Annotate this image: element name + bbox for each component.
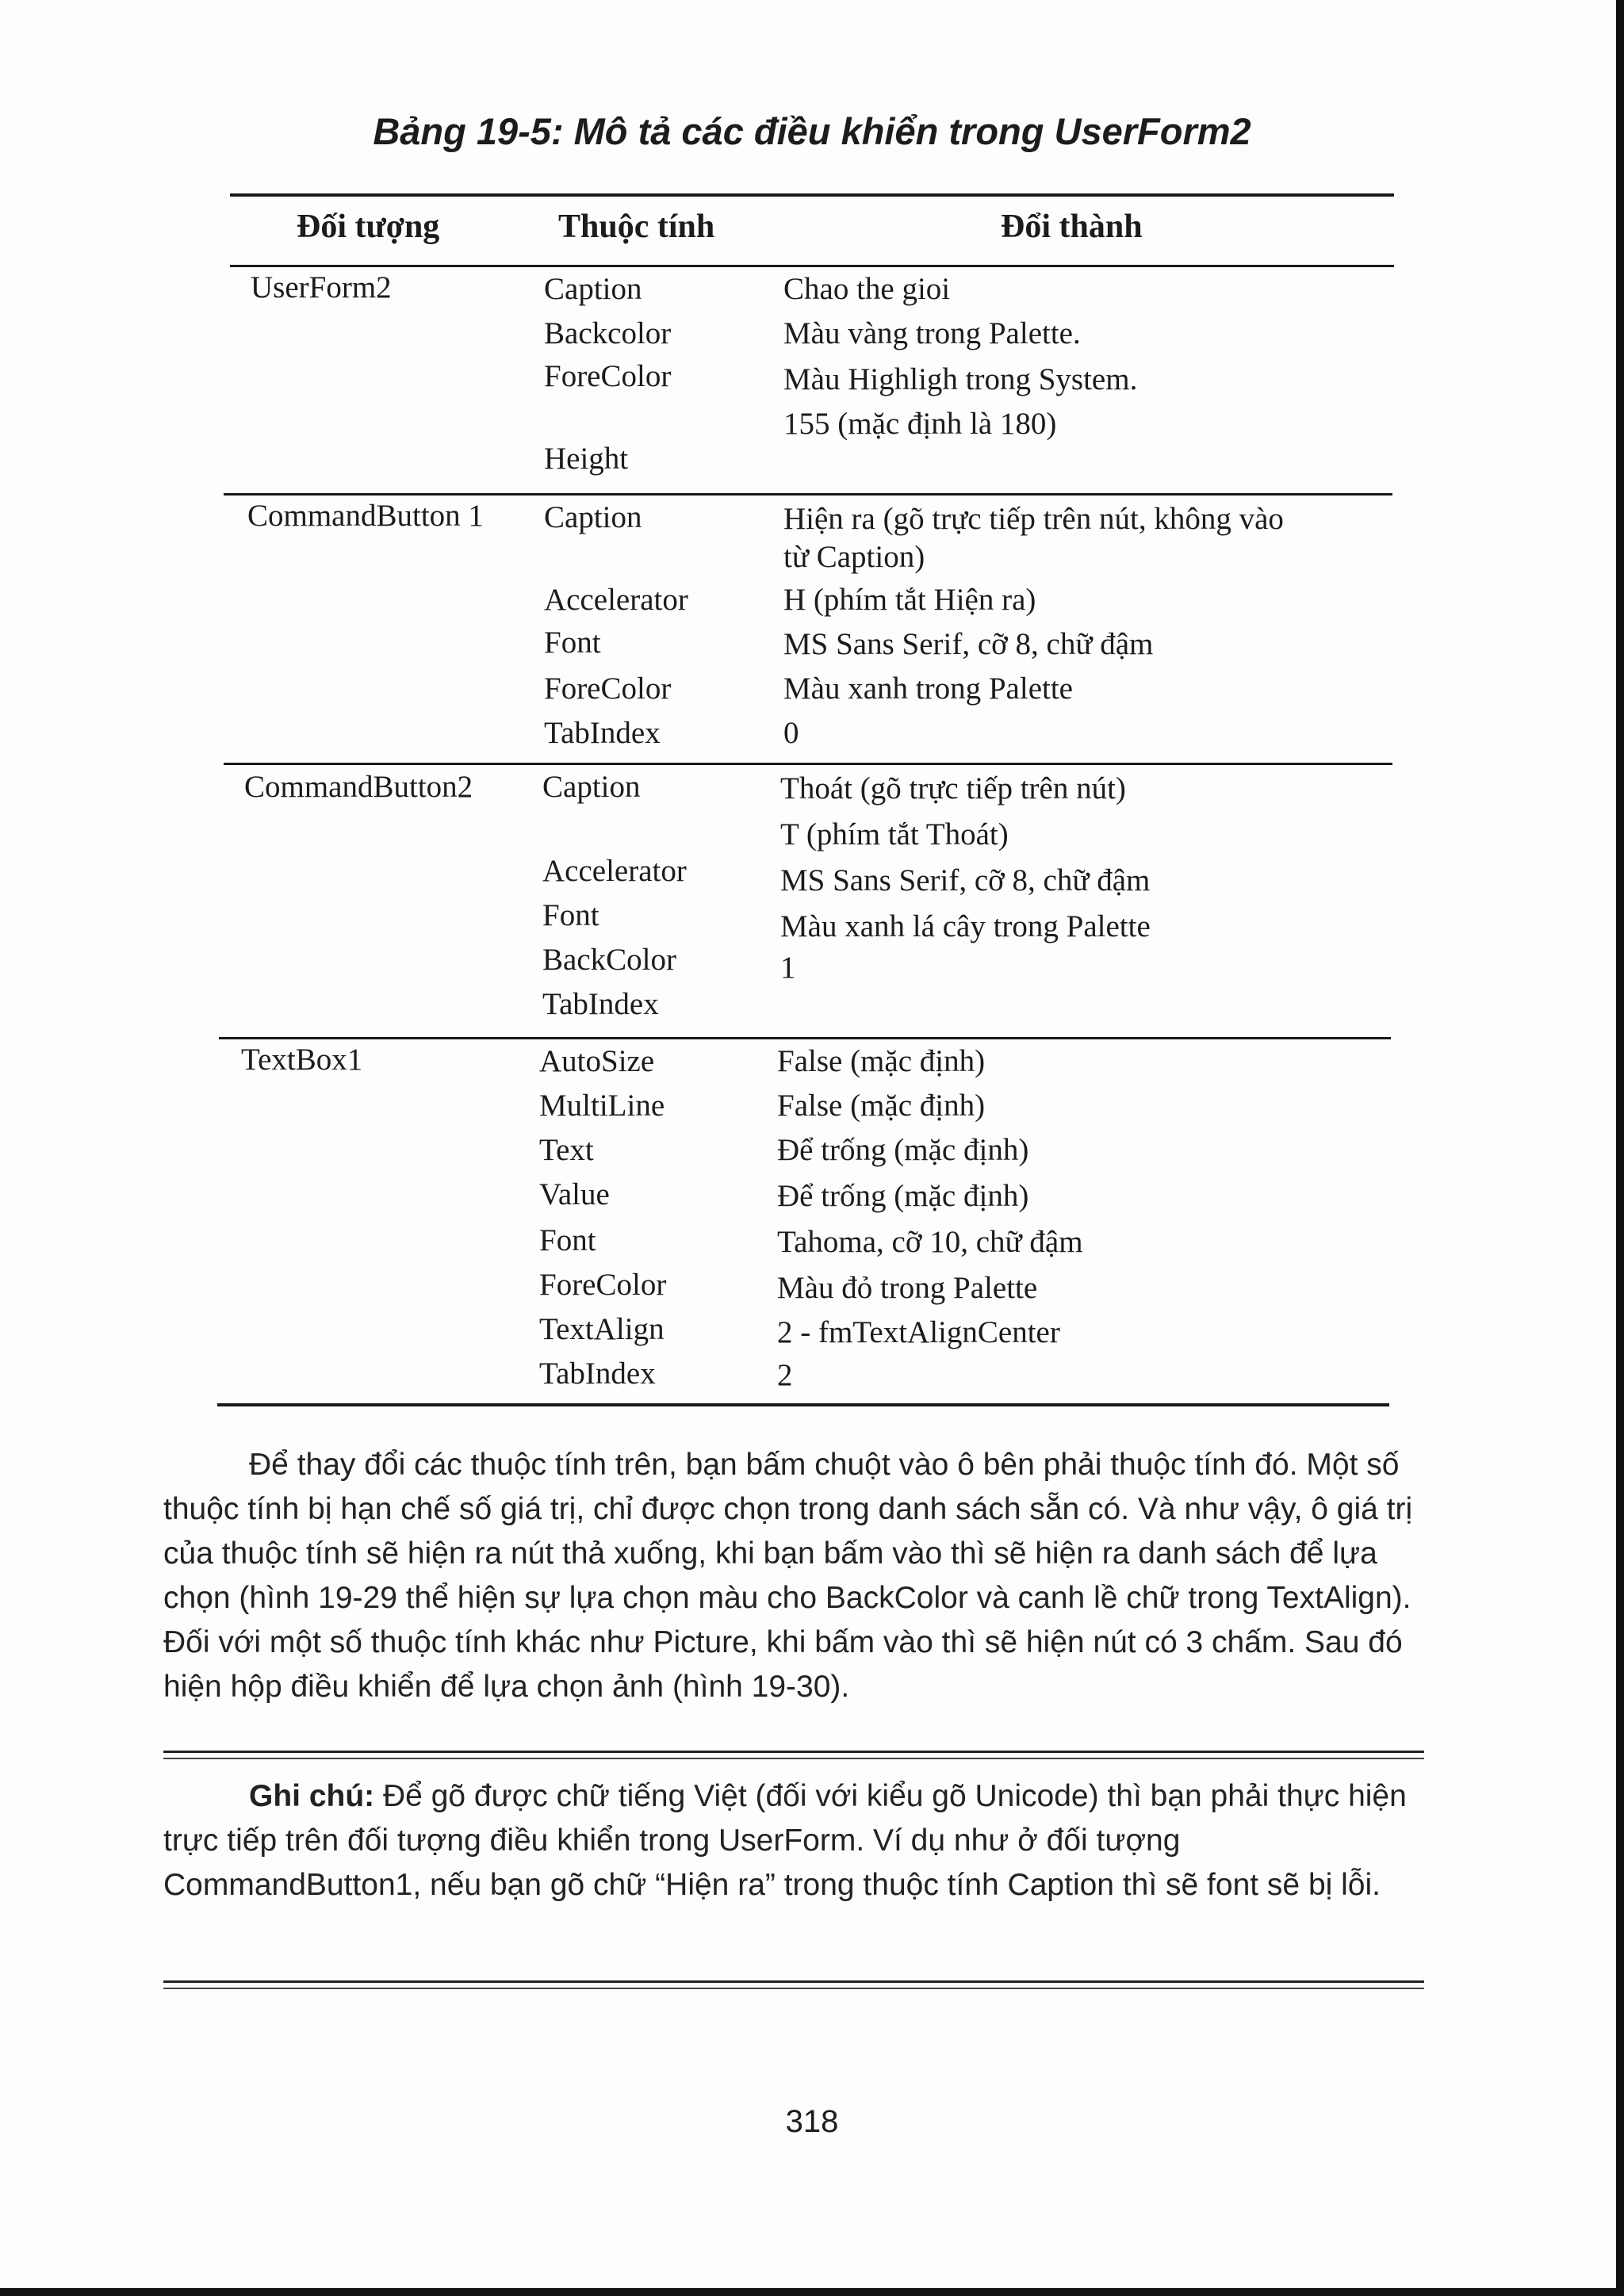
property-cell: Accelerator	[544, 583, 688, 617]
value-cell: Để trống (mặc định)	[777, 1179, 1029, 1213]
value-cell: 2 - fmTextAlignCenter	[777, 1315, 1060, 1349]
group-rule-2	[224, 763, 1392, 765]
value-cell: Để trống (mặc định)	[777, 1133, 1029, 1167]
value-cell: MS Sans Serif, cỡ 8, chữ đậm	[783, 627, 1154, 661]
value-cell: từ Caption)	[783, 540, 925, 574]
note-text: Để gõ được chữ tiếng Việt (đối với kiểu gõ Unicode) thì bạn phải thực hiện trực tiếp trên đối tượng điều khiển trong UserForm. Ví dụ như ở đối tượng CommandButton1, nếu bạn gõ chữ “Hiện ra” trong thuộc tính Caption thì sẽ font sẽ bị lỗi.	[163, 1779, 1407, 1902]
value-cell: H (phím tắt Hiện ra)	[783, 583, 1036, 617]
value-cell: Màu Highligh trong System.	[783, 362, 1138, 396]
table-caption: Bảng 19-5: Mô tả các điều khiển trong UserForm2	[373, 110, 1251, 152]
note-label: Ghi chú:	[249, 1779, 375, 1813]
value-cell: Chao the gioi	[783, 272, 951, 306]
value-cell: False (mặc định)	[777, 1089, 986, 1123]
property-cell: Font	[539, 1223, 596, 1257]
property-cell: Value	[539, 1177, 610, 1211]
table-top-rule	[230, 193, 1394, 197]
property-cell: ForeColor	[544, 672, 672, 706]
value-cell: 1	[780, 951, 796, 985]
property-cell: AutoSize	[539, 1044, 655, 1078]
header-property: Thuộc tính	[558, 209, 715, 245]
value-cell: 155 (mặc định là 180)	[783, 407, 1057, 441]
group-rule-3	[219, 1037, 1391, 1039]
page-number: 318	[785, 2104, 839, 2139]
property-cell: TextAlign	[539, 1312, 665, 1346]
value-cell: Tahoma, cỡ 10, chữ đậm	[777, 1225, 1083, 1259]
property-cell: Text	[539, 1133, 594, 1167]
property-cell: TabIndex	[544, 716, 661, 750]
value-cell: Màu đỏ trong Palette	[777, 1271, 1038, 1305]
value-cell: 2	[777, 1358, 793, 1392]
property-cell: Backcolor	[544, 316, 672, 350]
property-cell: Caption	[544, 500, 642, 534]
property-cell: Caption	[542, 770, 641, 804]
property-cell: ForeColor	[539, 1268, 667, 1302]
value-cell: 0	[783, 716, 799, 750]
value-cell: MS Sans Serif, cỡ 8, chữ đậm	[780, 863, 1151, 897]
value-cell: False (mặc định)	[777, 1044, 986, 1078]
value-cell: T (phím tắt Thoát)	[780, 817, 1009, 851]
property-cell: Accelerator	[542, 854, 687, 888]
header-change-to: Đổi thành	[1001, 209, 1143, 245]
value-cell: Màu vàng trong Palette.	[783, 316, 1081, 350]
note-bottom-rule-visible	[163, 1980, 1424, 1989]
property-cell: Caption	[544, 272, 642, 306]
header-object: Đối tượng	[297, 209, 440, 245]
object-cell: UserForm2	[251, 270, 392, 304]
note-top-rule	[163, 1751, 1424, 1759]
object-cell: TextBox1	[241, 1043, 363, 1077]
value-cell: Màu xanh trong Palette	[783, 672, 1073, 706]
note-paragraph	[163, 1774, 1424, 1908]
property-cell: Height	[544, 442, 629, 476]
body-paragraph-text: Để thay đổi các thuộc tính trên, bạn bấm chuột vào ô bên phải thuộc tính đó. Một số thuộc tính bị hạn chế số giá trị, chỉ được chọn trong danh sách sẵn có. Và như vậy, ô giá trị của thuộc tính sẽ hiện ra nút thả xuống, khi bạn bấm vào thì sẽ hiện ra danh sách để lựa chọn (hình 19-29 thể hiện sự lựa chọn màu cho BackColor và canh lề chữ trong TextAlign). Đối với một số thuộc tính khác như Picture, khi bấm vào thì sẽ hiện nút có 3 chấm. Sau đó hiện hộp điều khiển để lựa chọn ảnh (hình 19-30).	[163, 1448, 1413, 1704]
object-cell: CommandButton 1	[247, 499, 484, 533]
value-cell: Thoát (gõ trực tiếp trên nút)	[780, 771, 1126, 806]
value-cell: Hiện ra (gõ trực tiếp trên nút, không vào	[783, 502, 1284, 536]
property-cell: Font	[544, 626, 601, 660]
table-bottom-rule	[217, 1403, 1389, 1406]
property-cell: ForeColor	[544, 359, 672, 393]
group-rule-1	[224, 493, 1392, 496]
property-cell: Font	[542, 898, 599, 932]
header-bottom-rule	[230, 265, 1394, 267]
body-paragraph	[163, 1443, 1424, 1709]
value-cell: Màu xanh lá cây trong Palette	[780, 909, 1151, 943]
property-cell: BackColor	[542, 943, 676, 977]
property-cell: TabIndex	[542, 987, 659, 1021]
object-cell: CommandButton2	[244, 770, 473, 804]
property-cell: MultiLine	[539, 1089, 665, 1123]
property-cell: TabIndex	[539, 1357, 656, 1391]
